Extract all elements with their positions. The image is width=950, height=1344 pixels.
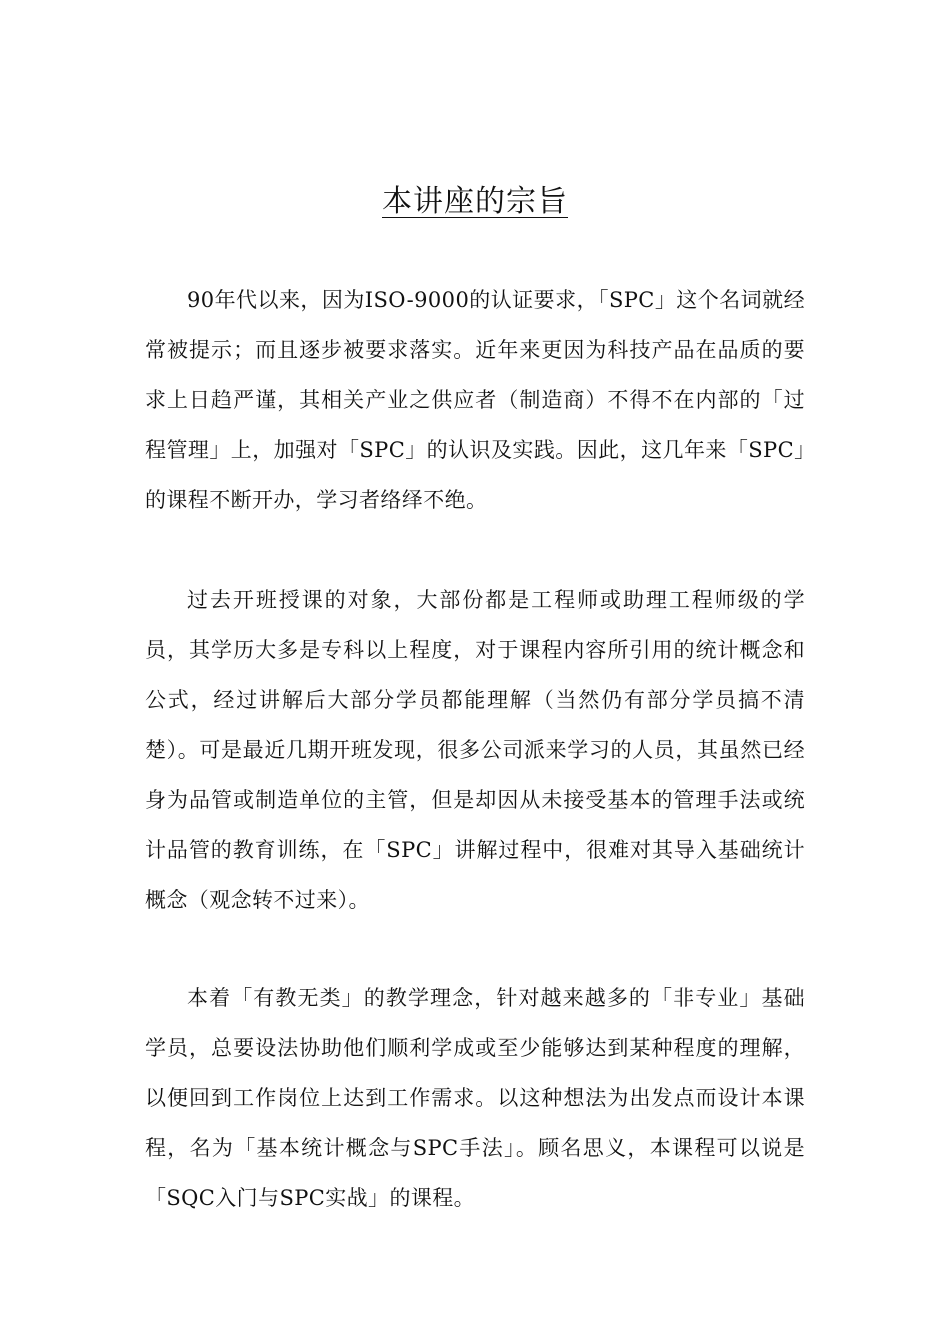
page-title: 本讲座的宗旨 — [382, 184, 568, 219]
paragraph-3: 本着「有教无类」的教学理念，针对越来越多的「非专业」基础学员，总要设法协助他们顺利学成或至少能够达到某种程度的理解，以便回到工作岗位上达到工作需求。以这种想法为出发点而设计本课程，名为「基本统计概念与SPC手法」。顾名思义，本课程可以说是「SQC入门与SPC实战」的课程。 — [145, 986, 805, 1210]
paragraph-2: 过去开班授课的对象，大部份都是工程师或助理工程师级的学员，其学历大多是专科以上程度，对于课程内容所引用的统计概念和公式，经过讲解后大部分学员都能理解（当然仍有部分学员搞不清楚）。可是最近几期开班发现，很多公司派来学习的人员，其虽然已经身为品管或制造单位的主管，但是却因从未接受基本的管理手法或统计品管的教育训练，在「SPC」讲解过程中，很难对其导入基础统计概念（观念转不过来）。 — [145, 588, 805, 912]
paragraph-1: 90年代以来，因为ISO-9000的认证要求，「SPC」这个名词就经常被提示；而且逐步被要求落实。近年来更因为科技产品在品质的要求上日趋严谨，其相关产业之供应者（制造商）不得不在内部的「过程管理」上，加强对「SPC」的认识及实践。因此，这几年来「SPC」的课程不断开办，学习者络绎不绝。 — [145, 288, 805, 512]
